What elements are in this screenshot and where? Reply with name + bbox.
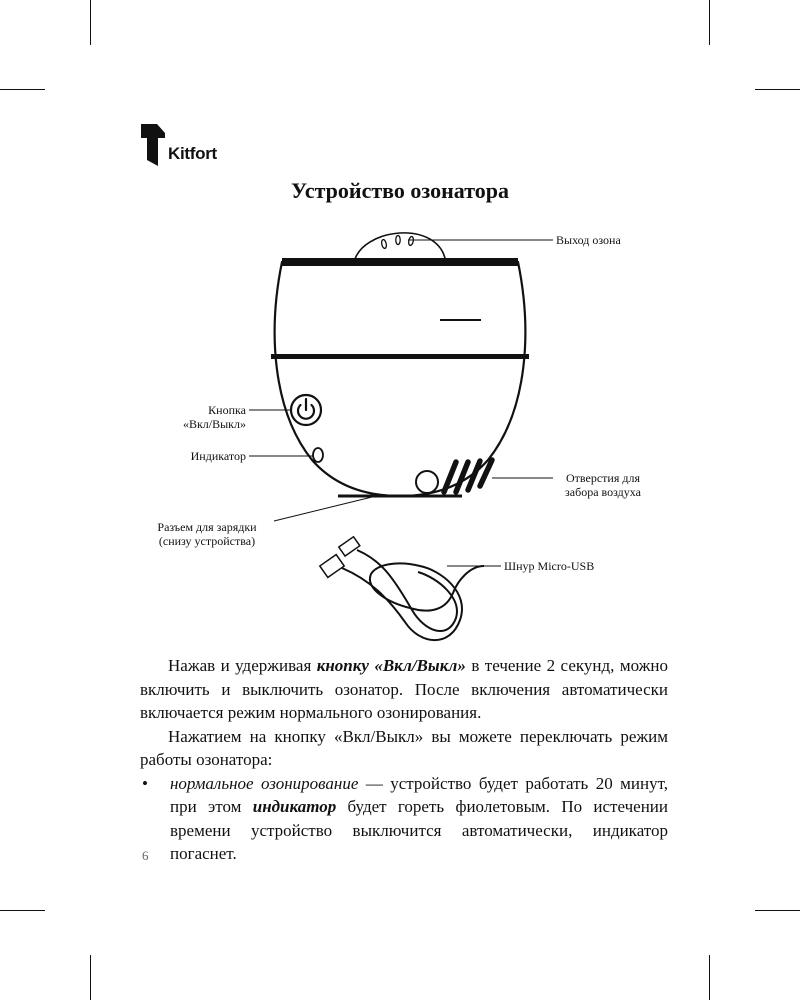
micro-usb-cable — [320, 537, 484, 640]
paragraph-power: Нажав и удерживая кнопку «Вкл/Выкл» в течение 2 секунд, можно включить и выключить озонатор. После включения автоматически включается режим нормального озонирования. — [140, 656, 668, 722]
leader-charging-port — [274, 497, 372, 521]
label-ozone-outlet: Выход озона — [556, 233, 621, 247]
usb-plug-b — [339, 537, 360, 556]
usb-plug-a — [320, 555, 344, 578]
label-air-intake — [548, 471, 658, 499]
crop-mark-bottom-right-v — [709, 955, 710, 1000]
bullet-mark: • — [142, 773, 148, 793]
label-air-intake-line1: Отверстия для — [566, 471, 640, 485]
page-number: 6 — [142, 848, 149, 863]
middle-band — [271, 354, 529, 359]
emphasis-power-button: кнопку «Вкл/Выкл» — [316, 656, 466, 675]
label-power-button — [130, 403, 246, 431]
list-item-normal-mode: • нормальное озонирование — устройство будет работать 20 минут, при этом индикатор будет гореть фиолетовым. По истечении времени устройство выключится автоматически, индикатор погаснет. — [142, 773, 668, 863]
crop-mark-bottom-left-h — [0, 910, 45, 911]
label-cable: Шнур Micro-USB — [504, 559, 595, 573]
label-power-button-line1: Кнопка — [208, 403, 246, 417]
emphasis-indicator: индикатор — [252, 797, 337, 816]
crop-mark-bottom-left-v — [90, 955, 91, 1000]
label-air-intake-line2: забора воздуха — [565, 485, 641, 499]
term-normal-ozonation: нормальное озонирование — [170, 773, 359, 793]
top-edge — [282, 258, 518, 266]
page-title: Устройство озонатора — [291, 178, 509, 203]
label-charging-port-line2: (снизу устройства) — [158, 534, 256, 548]
instructions-text — [140, 654, 668, 866]
indicator-light — [313, 448, 323, 462]
label-charging-port — [136, 520, 278, 548]
label-charging-port-line1: Разъем для зарядки — [157, 520, 257, 534]
brand-name: Kitfort — [168, 144, 217, 163]
crop-mark-bottom-right-h — [755, 910, 800, 911]
label-indicator: Индикатор — [190, 449, 246, 463]
cable-loop-2 — [357, 550, 457, 631]
paragraph-modes: Нажатием на кнопку «Вкл/Выкл» вы можете переключать режим работы озонатора: — [140, 726, 668, 769]
cable-loop — [342, 563, 462, 640]
ozonator-body — [275, 262, 526, 496]
air-intake-round — [416, 471, 438, 493]
label-power-button-line2: «Вкл/Выкл» — [182, 417, 246, 431]
